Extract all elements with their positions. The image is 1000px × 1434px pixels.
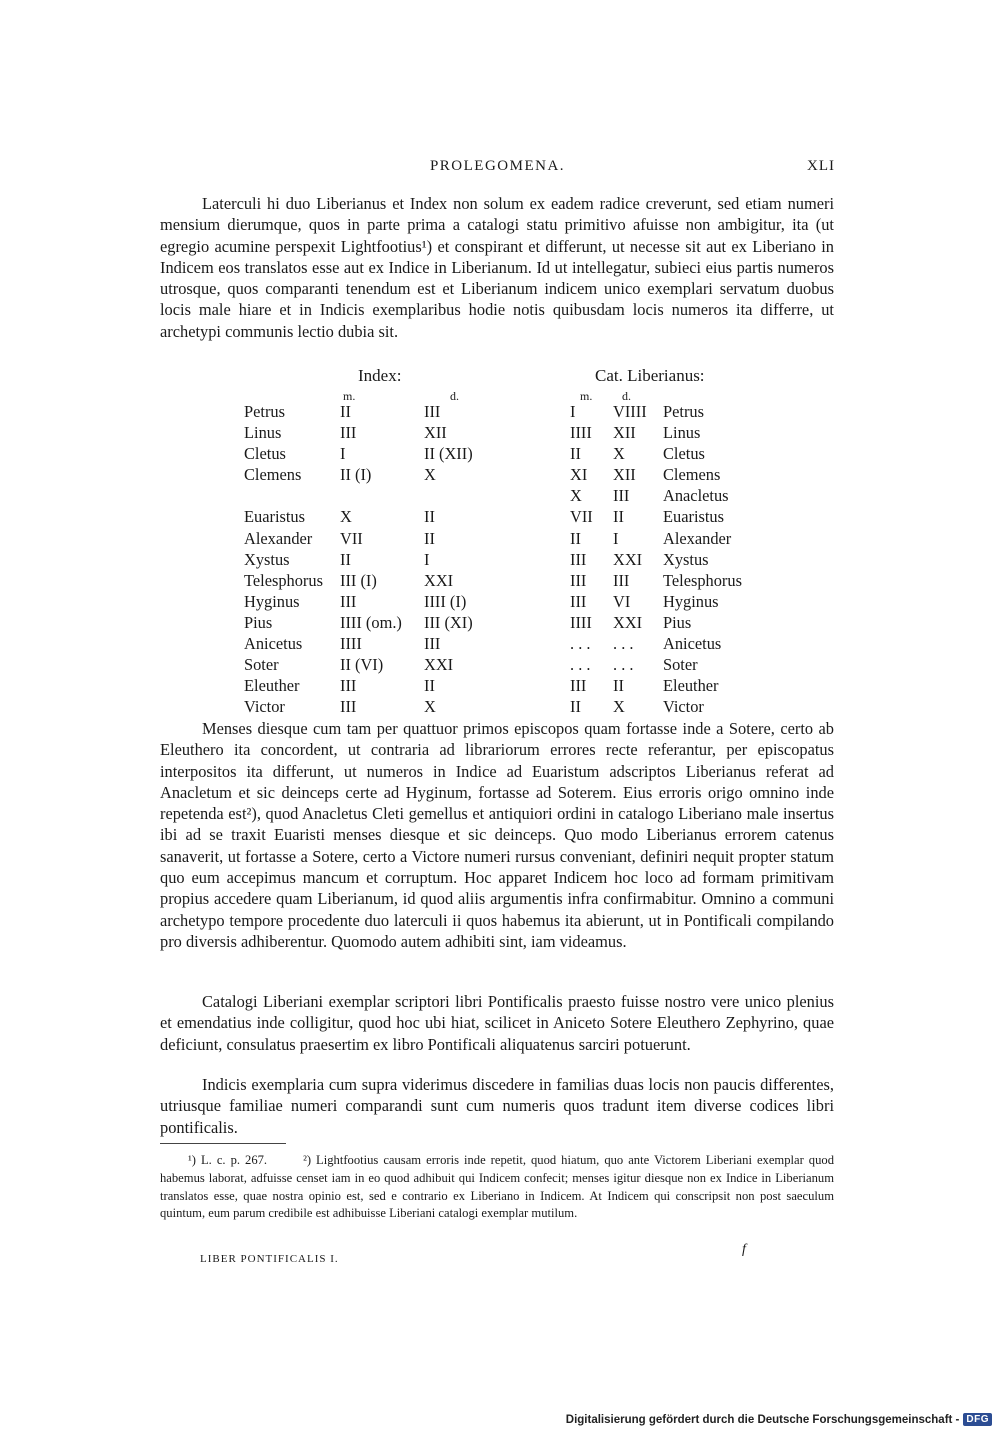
index-table-cell: II <box>424 528 435 548</box>
index-table-cell: Soter <box>244 655 279 675</box>
index-table-cell: III <box>424 402 441 421</box>
index-table <box>244 401 514 717</box>
cat-col-d: d. <box>622 389 631 403</box>
cat-table-cell: VIIII <box>613 402 647 421</box>
cat-table-cell: Clemens <box>663 465 721 485</box>
cat-table-row <box>570 591 773 612</box>
signature-line: LIBER PONTIFICALIS I. <box>200 1253 339 1265</box>
running-title: PROLEGOMENA. <box>429 158 566 174</box>
cat-table-cell: X <box>613 697 625 717</box>
index-table-cell: Hyginus <box>244 591 300 611</box>
dfg-banner <box>566 1413 992 1426</box>
index-table-row <box>244 675 514 696</box>
cat-table-cell: XII <box>613 423 636 443</box>
cat-table-row <box>570 549 773 570</box>
index-table-cell: III (I) <box>340 570 377 590</box>
cat-table-cell: Hyginus <box>663 591 719 611</box>
index-table-cell: II (VI) <box>340 655 384 675</box>
index-table-cell: I <box>340 444 346 464</box>
dfg-logo-icon: DFG <box>963 1413 992 1426</box>
index-table-cell: II <box>424 676 435 696</box>
signature-mark: f <box>742 1242 746 1257</box>
cat-table-cell: Telesphorus <box>663 570 742 590</box>
cat-table-cell: II <box>613 676 624 696</box>
cat-table-cell: . . . <box>570 655 591 675</box>
cat-table-row <box>570 401 773 422</box>
cat-table-cell: II <box>613 507 624 527</box>
cat-table-cell: II <box>570 697 581 717</box>
index-table-title: Index: <box>358 366 402 385</box>
cat-table-cell: III <box>570 591 587 611</box>
cat-table-row <box>570 506 773 527</box>
cat-table-cell: . . . <box>613 634 634 654</box>
index-table-cell: Anicetus <box>244 634 303 654</box>
index-table-cell: VII <box>340 528 363 548</box>
footnotes <box>160 1152 834 1223</box>
cat-table-cell: Alexander <box>663 528 732 548</box>
cat-table-cell: Petrus <box>663 402 704 421</box>
page-number: XLI <box>807 158 835 174</box>
index-table-row <box>244 570 514 591</box>
index-table-cell: Petrus <box>244 402 285 421</box>
index-table-cell <box>340 485 424 506</box>
index-table-cell: I <box>424 549 430 569</box>
paragraph-2: Menses diesque cum tam per quattuor primos episcopos quam fortasse inde a Sotere, certo ab Eleuthero ita concordent, ut contraria ad librariorum errores recte referantur, per episcopatus interpositos ita differunt, ut numeros in Indice ad Euaristum adscriptos Liberianus referat ad Anacletum et sic deinceps certe ad Hyginum, fortasse ad Soterem. Eius erroris origo omnino inde repetenda est²), quod Anacletus Cleti gemellus et antiquiori ordini in catalogo Liberiano male insertus ibi ad se traxit Euaristi menses diesque et sic deinceps. Quo modo Liberianus errorem catenus sanaverit, ut fortasse a Sotere, certo a Victore numeri rursus conveniant, definiri nequit propter statum quo eum accepimus mancum et corruptum. Hoc apparet Indicem hoc loco ad formam primitivam propius accedere quam Liberianum, id quod aliis argumentis infra confirmabitur. Omnino a communi archetypo tempore procedente duo laterculi ii quos habemus ita abierunt, ut in Pontificali compilando pro diversis adhiberentur. Quomodo autem adhibiti sint, iam videamus. <box>160 719 834 951</box>
index-table-cell: III <box>340 423 357 443</box>
index-table-cell: Eleuther <box>244 676 300 696</box>
index-table-cell: Alexander <box>244 528 313 548</box>
cat-table-row <box>570 654 773 675</box>
index-table-cell: Cletus <box>244 444 286 464</box>
cat-table-cell: Linus <box>663 423 701 443</box>
index-table-cell: XII <box>424 423 447 443</box>
index-table-cell: II <box>340 402 351 421</box>
paragraph-3: Catalogi Liberiani exemplar scriptori libri Pontificalis praesto fuisse nostro vere unico plenius et emendatius inde colligitur, quod hoc ubi hiat, scilicet in Aniceto Sotere Eleuthero Zephyrino, quae deficiunt, consulatus praesertim ex libro Pontificali aliquatenus sarciri potuerunt. <box>160 992 834 1054</box>
cat-table-cell: Anicetus <box>663 634 722 654</box>
index-table-row <box>244 591 514 612</box>
index-table-row <box>244 549 514 570</box>
index-table-row <box>244 464 514 485</box>
cat-table-cell: Soter <box>663 655 698 675</box>
index-col-m: m. <box>343 389 356 403</box>
index-table-row <box>244 485 514 506</box>
index-table-cell: X <box>424 697 436 717</box>
cat-table <box>570 401 773 717</box>
cat-table-cell: Anacletus <box>663 486 729 506</box>
cat-table-title: Cat. Liberianus: <box>595 366 705 385</box>
index-table-cell: II <box>340 549 351 569</box>
footnote-1: ¹) L. c. p. 267. <box>188 1153 268 1167</box>
cat-table-cell: Cletus <box>663 444 705 464</box>
index-table-cell: III <box>340 676 357 696</box>
index-table-row <box>244 401 514 422</box>
cat-table-cell: . . . <box>613 655 634 675</box>
paragraph-4: Indicis exemplaria cum supra viderimus discedere in familias duas locis non paucis differentes, utriusque familiae numeri comparandi sunt cum numeris quos tradunt item diverse codices libri pontificalis. <box>160 1075 834 1137</box>
cat-table-cell: Euaristus <box>663 507 725 527</box>
cat-table-row <box>570 422 773 443</box>
index-table-cell: III <box>340 591 357 611</box>
index-table-cell: Pius <box>244 612 273 632</box>
index-table-row <box>244 696 514 717</box>
cat-table-cell: III <box>570 570 587 590</box>
cat-table-row <box>570 612 773 633</box>
cat-table-cell: Eleuther <box>663 676 719 696</box>
index-table-cell: X <box>424 465 436 485</box>
dfg-banner-text: Digitalisierung gefördert durch die Deutsche Forschungsgemeinschaft - <box>565 1413 960 1426</box>
cat-table-cell: X <box>570 486 582 506</box>
cat-table-cell: Xystus <box>663 549 709 569</box>
cat-table-row <box>570 464 773 485</box>
index-table-row <box>244 633 514 654</box>
index-table-cell: XXI <box>424 570 454 590</box>
cat-table-cell: X <box>613 444 625 464</box>
index-table-cell: Clemens <box>244 465 302 485</box>
cat-table-cell: VI <box>613 591 631 611</box>
index-table-cell: II <box>424 507 435 527</box>
cat-table-cell: III <box>613 486 630 506</box>
index-table-cell: III <box>340 697 357 717</box>
index-table-cell: III <box>424 634 441 654</box>
cat-table-cell: II <box>570 528 581 548</box>
cat-col-m: m. <box>580 389 593 403</box>
cat-table-row <box>570 485 773 506</box>
index-table-row <box>244 422 514 443</box>
paragraph-1: Laterculi hi duo Liberianus et Index non solum ex eadem radice creverunt, sed etiam numeri mensium dierumque, quos in parte prima a catalogi statu primitivo afuisse non ambigitur, ita (ut egregio acumine perspexit Lightfootius¹) et conspirant et differunt, ut necesse sit aut ex Liberiano in Indicem eos translatos esse aut ex Indice in Liberianum. Id ut intellegatur, subieci eius partis numeros utrosque, quos comparanti tenendum est et Liberianum indicem unico exemplari servatum duobus locis male hiare et in Indicis exemplaribus hodie notis quibusdam locis numeros ita differre, ut archetypi communis lectio dubia sit. <box>160 194 834 341</box>
index-col-d: d. <box>450 389 459 403</box>
cat-table-cell: XI <box>570 465 588 485</box>
index-table-row <box>244 528 514 549</box>
cat-table-row <box>570 528 773 549</box>
index-table-row <box>244 443 514 464</box>
cat-table-cell: I <box>570 402 576 421</box>
index-table-cell: II (I) <box>340 465 372 485</box>
index-table-cell: IIII (I) <box>424 591 467 611</box>
index-table-row <box>244 612 514 633</box>
cat-table-cell: XXI <box>613 549 643 569</box>
cat-table-cell: VII <box>570 507 593 527</box>
footnote-rule <box>160 1143 286 1144</box>
index-table-cell: Telesphorus <box>244 570 323 590</box>
cat-table-cell: III <box>570 676 587 696</box>
cat-table-cell: XXI <box>613 612 643 632</box>
index-table-row <box>244 506 514 527</box>
index-table-cell: X <box>340 507 352 527</box>
index-table-cell: XXI <box>424 655 454 675</box>
cat-table-row <box>570 675 773 696</box>
cat-table-cell: IIII <box>570 612 592 632</box>
index-table-cell: Linus <box>244 423 282 443</box>
index-table-cell: III (XI) <box>424 612 473 632</box>
cat-table-cell: . . . <box>570 634 591 654</box>
index-table-cell: Victor <box>244 697 285 717</box>
index-table-cell: Xystus <box>244 549 290 569</box>
index-table-cell: Euaristus <box>244 507 306 527</box>
cat-table-cell: Pius <box>663 612 692 632</box>
cat-table-cell: III <box>570 549 587 569</box>
index-table-cell: II (XII) <box>424 444 473 464</box>
index-table-cell <box>244 485 340 506</box>
cat-table-cell: Victor <box>663 697 704 717</box>
footnote-2: ²) Lightfootius causam erroris inde repetit, quod hiatum, quo ante Victorem Liberiani exemplar quod habemus laborat, adfuisse censet iam in eo quod adhibuit qui Indicem confecit; menses igitur diesque non ex Indice in Liberianum translatos esse, quae nostra opinio est, sed e contrario ex Liberiano in Indicem. At Indicem qui conscripsit non post saeculum quintum, eum parum credibile est adhibuisse Liberiani catalogi exemplar mutilum. <box>160 1153 834 1221</box>
cat-table-cell: III <box>613 570 630 590</box>
cat-table-row <box>570 696 773 717</box>
index-table-cell <box>424 485 514 506</box>
cat-table-row <box>570 633 773 654</box>
index-table-cell: IIII (om.) <box>340 612 402 632</box>
running-head <box>160 158 835 180</box>
cat-table-cell: XII <box>613 465 636 485</box>
cat-table-row <box>570 443 773 464</box>
cat-table-row <box>570 570 773 591</box>
cat-table-cell: I <box>613 528 619 548</box>
index-table-cell: IIII <box>340 634 362 654</box>
cat-table-cell: II <box>570 444 581 464</box>
cat-table-cell: IIII <box>570 423 592 443</box>
index-table-row <box>244 654 514 675</box>
